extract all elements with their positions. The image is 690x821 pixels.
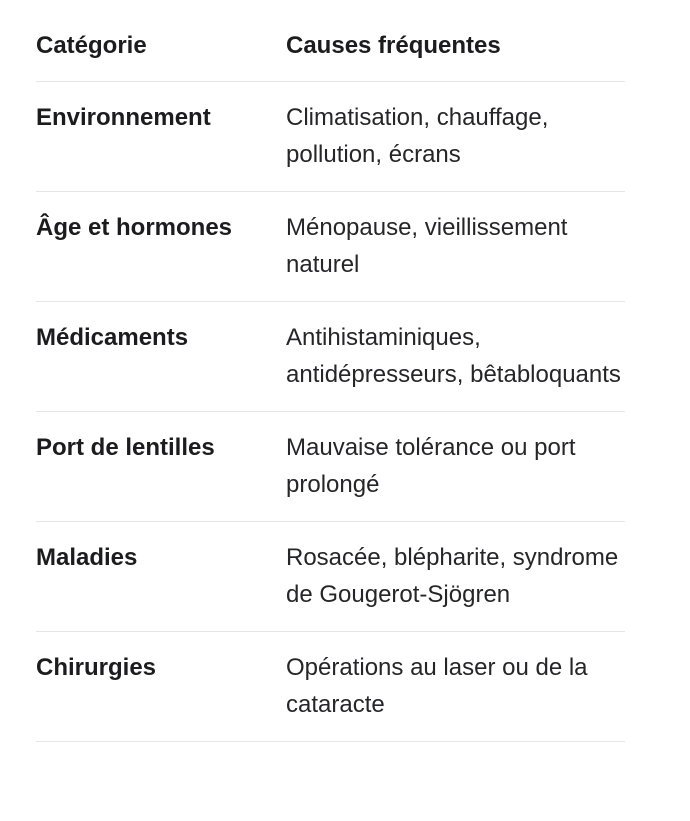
row-causes: Ménopause, vieillissement naturel (286, 191, 625, 301)
header-category: Catégorie (36, 0, 286, 81)
row-causes: Antihistaminiques, antidépresseurs, bêtabloquants (286, 301, 625, 411)
table-body (36, 81, 625, 741)
row-causes: Rosacée, blépharite, syndrome de Gougerot-Sjögren (286, 521, 625, 631)
row-causes: Climatisation, chauffage, pollution, écrans (286, 81, 625, 191)
table-row (36, 411, 625, 521)
table-row (36, 631, 625, 741)
table-row (36, 191, 625, 301)
table-row (36, 81, 625, 191)
row-category: Médicaments (36, 301, 286, 411)
table-row (36, 521, 625, 631)
row-causes: Mauvaise tolérance ou port prolongé (286, 411, 625, 521)
header-row (36, 0, 625, 81)
causes-table (36, 0, 625, 742)
causes-table-container (36, 0, 625, 742)
header-causes: Causes fréquentes (286, 0, 625, 81)
row-category: Chirurgies (36, 631, 286, 741)
row-category: Port de lentilles (36, 411, 286, 521)
row-category: Maladies (36, 521, 286, 631)
row-category: Âge et hormones (36, 191, 286, 301)
row-category: Environnement (36, 81, 286, 191)
table-row (36, 301, 625, 411)
table-header (36, 0, 625, 81)
row-causes: Opérations au laser ou de la cataracte (286, 631, 625, 741)
